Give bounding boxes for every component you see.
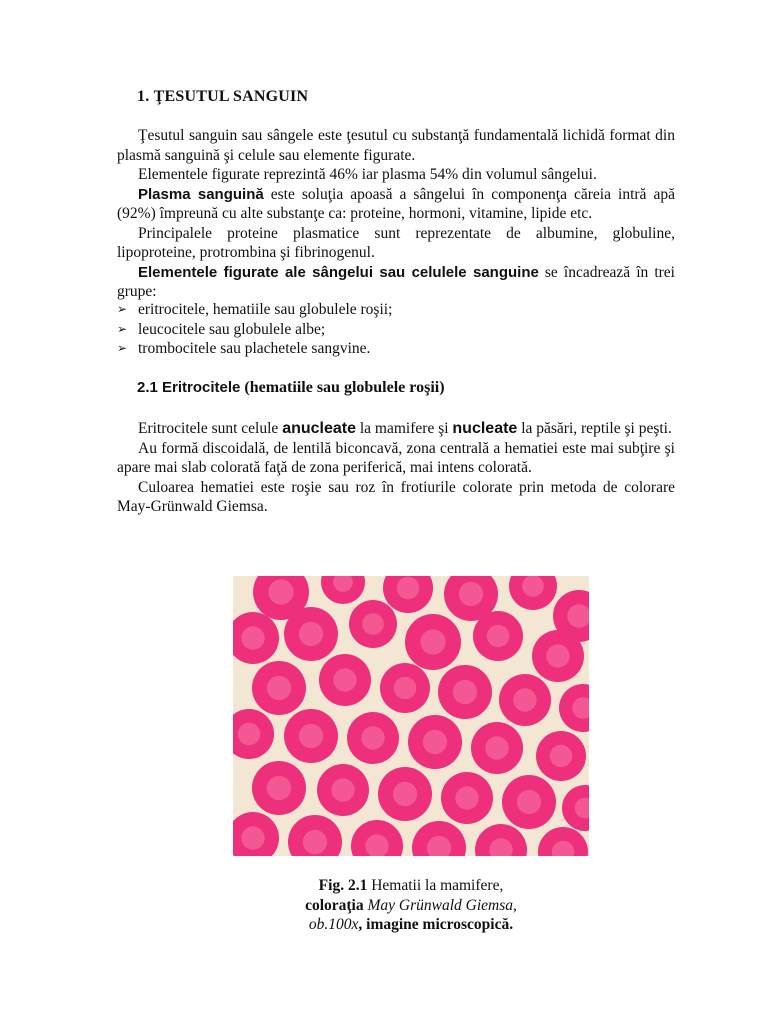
cell-center-pallor [241, 626, 264, 649]
cell-center-pallor [459, 582, 483, 606]
cell-center-pallor [455, 786, 478, 809]
paragraph-elements [117, 263, 675, 302]
section-heading [137, 379, 445, 397]
list-item-text: eritrocitele, hematiile sau globulele roşii; [138, 301, 393, 318]
cell-group-list [117, 300, 637, 359]
cell-center-pallor [268, 579, 293, 604]
arrow-bullet-icon: ➢ [117, 321, 128, 336]
cell-center-pallor [487, 625, 510, 648]
section-text [117, 419, 675, 517]
cell-center-pallor [362, 613, 384, 635]
figure-label: Fig. 2.1 [318, 877, 368, 894]
caption-stain-name: May Grünwald Giemsa, [367, 896, 517, 914]
section-number-title: 2.1 Eritrocitele [137, 379, 241, 396]
cell-center-pallor [299, 724, 323, 748]
text-segment: la mamifere şi [356, 420, 453, 437]
caption-text: Hematii la mamifere, [367, 877, 504, 894]
figure-caption [233, 876, 589, 935]
caption-line-2 [233, 896, 589, 916]
term-anucleate: anucleate [282, 420, 356, 437]
cell-center-pallor [513, 688, 536, 711]
cell-center-pallor [361, 726, 384, 749]
cell-center-pallor [299, 622, 323, 646]
paragraph-plasma [117, 185, 675, 224]
list-item-text: leucocitele sau globulele albe; [138, 320, 326, 338]
cell-center-pallor [333, 668, 356, 691]
cell-center-pallor [397, 577, 420, 600]
cell-center-pallor [267, 676, 291, 700]
cell-center-pallor [522, 576, 544, 597]
list-item-text: trombocitele sau plachetele sangvine. [138, 340, 371, 357]
term-plasma: Plasma sanguină [138, 185, 264, 203]
plasma-description: este soluţia apoasă a sângelui în componenţa căreia intră apă (92%) împreună cu alte substanţe ca: proteine, hormoni, vitamine, lipide etc. [117, 185, 675, 222]
term-nucleate: nucleate [452, 420, 518, 437]
paragraph-shape: Au formă discoidală, de lentilă biconcavă, zona centrală a hematiei este mai subţire şi apare mai slab colorată faţă de zona periferică, mai intens colorată. [117, 439, 675, 476]
cell-center-pallor [393, 782, 417, 806]
cell-center-pallor [485, 736, 508, 759]
cell-center-pallor [546, 644, 569, 667]
red-blood-cells-image [233, 576, 589, 856]
term-elements: Elementele figurate ale sângelui sau celulele sanguine [138, 263, 539, 281]
text-segment: Eritrocitele sunt celule [138, 420, 283, 437]
caption-objective: ob.100x [308, 916, 359, 933]
list-item [117, 300, 637, 320]
list-item [117, 320, 637, 340]
cell-center-pallor [238, 723, 261, 746]
list-item [117, 339, 637, 359]
paragraph-nucleation [117, 419, 675, 439]
cell-center-pallor [420, 629, 445, 654]
cell-center-pallor [331, 778, 354, 801]
text-segment: la păsări, reptile şi peşti. [517, 420, 672, 437]
cell-center-pallor [423, 730, 447, 754]
cell-center-pallor [453, 680, 477, 704]
cell-center-pallor [267, 776, 291, 800]
caption-staining: coloraţia [305, 896, 368, 914]
micrograph-figure [233, 576, 589, 856]
chapter-heading: 1. ŢESUTUL SANGUIN [137, 88, 309, 105]
cell-center-pallor [241, 826, 264, 849]
arrow-bullet-icon: ➢ [117, 302, 128, 316]
cell-center-pallor [517, 790, 541, 814]
section-subtitle: (hematiile sau globulele roşii) [240, 379, 445, 396]
paragraph-definition: Ţesutul sanguin sau sângele este ţesutul cu substanţă fundamentală lichidă format din plasmă sanguină şi celule sau elemente figurate. [117, 127, 675, 164]
paragraph-proteins: Principalele proteine plasmatice sunt reprezentate de albumine, globuline, lipoproteine, protrombina şi fibrinogenul. [117, 224, 675, 261]
paragraph-percentages: Elementele figurate reprezintă 46% iar plasma 54% din volumul sângelui. [138, 166, 597, 183]
caption-line-1 [233, 876, 589, 896]
caption-image-type: , imagine microscopică. [358, 916, 514, 933]
arrow-bullet-icon: ➢ [117, 341, 128, 355]
intro-text [117, 126, 675, 302]
elements-description: se încadrează în trei grupe: [117, 263, 675, 300]
paragraph-color: Culoarea hematiei este roşie sau roz în frotiurile colorate prin metoda de colorare May-Grünwald Giemsa. [117, 478, 675, 515]
cell-center-pallor [303, 830, 327, 854]
cell-center-pallor [550, 745, 573, 768]
caption-line-3 [233, 915, 589, 935]
cell-center-pallor [394, 677, 417, 700]
